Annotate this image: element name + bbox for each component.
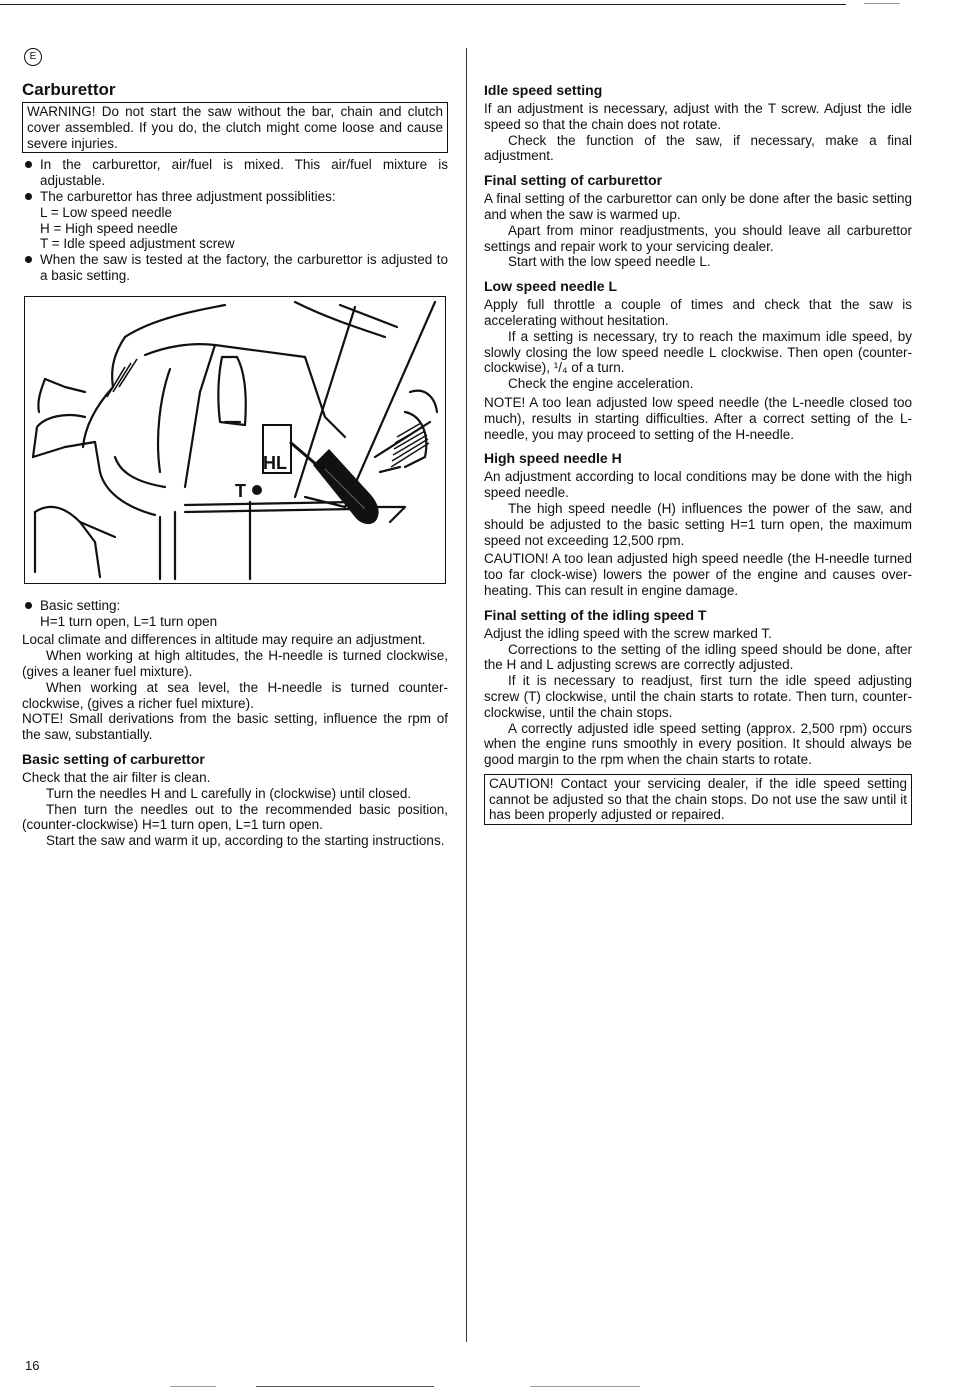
- paragraph: Adjust the idling speed with the screw marked T.: [484, 625, 772, 641]
- needle-h: H = High speed needle: [40, 220, 178, 236]
- bullet-text: Basic setting:: [40, 597, 121, 613]
- paragraph: The high speed needle (H) influences the power of the saw, and should be adjusted to the basic setting H=1 turn open, the maximum speed not exceeding 12,500 rpm.: [484, 500, 912, 548]
- column-divider: [466, 48, 467, 1342]
- paragraph: Corrections to the setting of the idling speed should be done, after the H and L adjusting screws are correctly adjusted.: [484, 641, 912, 673]
- top-rule-short: [864, 3, 900, 4]
- bullet-item: When the saw is tested at the factory, the carburettor is adjusted to a basic setting.: [22, 252, 448, 284]
- paragraph: Apply full throttle a couple of times and check that the saw is accelerating without hesitation.: [484, 297, 912, 328]
- left-column: [22, 80, 448, 849]
- needle-l: L = Low speed needle: [40, 204, 172, 220]
- bullet-item: In the carburettor, air/fuel is mixed. This air/fuel mixture is adjustable.: [22, 157, 448, 189]
- page-title: Carburettor: [22, 80, 116, 99]
- basic-setting-bullet: [22, 598, 448, 630]
- paragraph: Start the saw and warm it up, according to the starting instructions.: [46, 833, 445, 849]
- screwdriver-icon: [290, 442, 379, 524]
- section-heading: Low speed needle L: [484, 278, 618, 295]
- paragraph: CAUTION! A too lean adjusted high speed needle (the H-needle turned too far clock-wise) lowers the power of the engine and causes over-heating. This can result in engine damage.: [484, 551, 912, 598]
- section-heading: Idle speed setting: [484, 82, 603, 98]
- paragraph: Turn the needles H and L carefully in (clockwise) until closed.: [46, 785, 412, 801]
- right-column: [484, 82, 912, 829]
- warning-box: WARNING! Do not start the saw without the bar, chain and clutch cover assembled. If you do, the clutch might come loose and cause severe injuries.: [22, 102, 448, 153]
- paragraph: Check the engine acceleration.: [508, 376, 694, 392]
- intro-bullets: [22, 157, 448, 283]
- figure-label-t: T: [235, 480, 246, 501]
- bullet-text: The carburettor has three adjustment possiblities:: [40, 188, 336, 204]
- paragraph: Start with the low speed needle L.: [508, 254, 711, 270]
- paragraph: NOTE! Small derivations from the basic setting, influence the rpm of the saw, substantially.: [22, 711, 448, 743]
- section-heading: Basic setting of carburettor: [22, 750, 205, 767]
- bottom-rule: [530, 1386, 640, 1387]
- page-number: 16: [25, 1358, 40, 1373]
- language-badge: E: [24, 48, 42, 66]
- carburettor-illustration: [24, 296, 446, 584]
- paragraph: Local climate and differences in altitude may require an adjustment.: [22, 632, 426, 648]
- needle-t: T = Idle speed adjustment screw: [40, 236, 235, 252]
- paragraph: NOTE! A too lean adjusted low speed needle (the L-needle closed too much), results in starting difficulties. After a correct setting of the L-needle, you may proceed to setting of the H-needle.: [484, 394, 912, 442]
- paragraph: Check that the air filter is clean.: [22, 769, 211, 785]
- section-heading: Final setting of carburettor: [484, 172, 663, 189]
- paragraph: When working at high altitudes, the H-needle is turned clockwise, (gives a leaner fuel mixture).: [22, 648, 448, 679]
- caution-box: CAUTION! Contact your servicing dealer, if the idle speed setting cannot be adjusted so that the chain stops. Do not use the saw until it has been properly adjusted or repaired.: [484, 774, 912, 825]
- paragraph: If an adjustment is necessary, adjust with the T screw. Adjust the idle speed so that the chain does not rotate.: [484, 101, 912, 132]
- top-rule: [0, 4, 846, 5]
- bottom-rule: [170, 1386, 216, 1387]
- paragraph: An adjustment according to local conditions may be done with the high speed needle.: [484, 469, 912, 501]
- paragraph: Apart from minor readjustments, you should leave all carburettor settings and repair work to your servicing dealer.: [484, 222, 912, 254]
- basic-values: H=1 turn open, L=1 turn open: [40, 613, 218, 629]
- paragraph: A correctly adjusted idle speed setting (approx. 2,500 rpm) occurs when the engine runs smoothly in every position. It should always be good margin to the rpm when the chain starts to rotate.: [484, 720, 912, 768]
- paragraph: Check the function of the saw, if necessary, make a final adjustment.: [484, 132, 912, 164]
- paragraph: If a setting is necessary, try to reach the maximum idle speed, by slowly closing the low speed needle L clockwise. Then open (counter-clockwise), ¹/₄ of a turn.: [484, 328, 912, 376]
- paragraph: Then turn the needles out to the recommended basic position, (counter-clockwise) H=1 turn open, L=1 turn open.: [22, 801, 448, 833]
- bullet-item: [22, 598, 448, 630]
- figure-label-hl: HL: [263, 452, 287, 473]
- paragraph: If it is necessary to readjust, first turn the idle speed adjusting screw (T) clockwise, until the chain starts to rotate. Then turn, counter-clockwise, until the chain stops.: [484, 673, 912, 720]
- bottom-rule: [256, 1386, 434, 1387]
- chainsaw-drawing: [25, 297, 445, 583]
- paragraph: When working at sea level, the H-needle is turned counter-clockwise, (gives a richer fuel mixture).: [22, 679, 448, 711]
- section-heading: Final setting of the idling speed T: [484, 606, 707, 623]
- section-heading: High speed needle H: [484, 450, 622, 467]
- bullet-item: [22, 189, 448, 252]
- paragraph: A final setting of the carburettor can only be done after the basic setting and when the saw is warmed up.: [484, 191, 912, 222]
